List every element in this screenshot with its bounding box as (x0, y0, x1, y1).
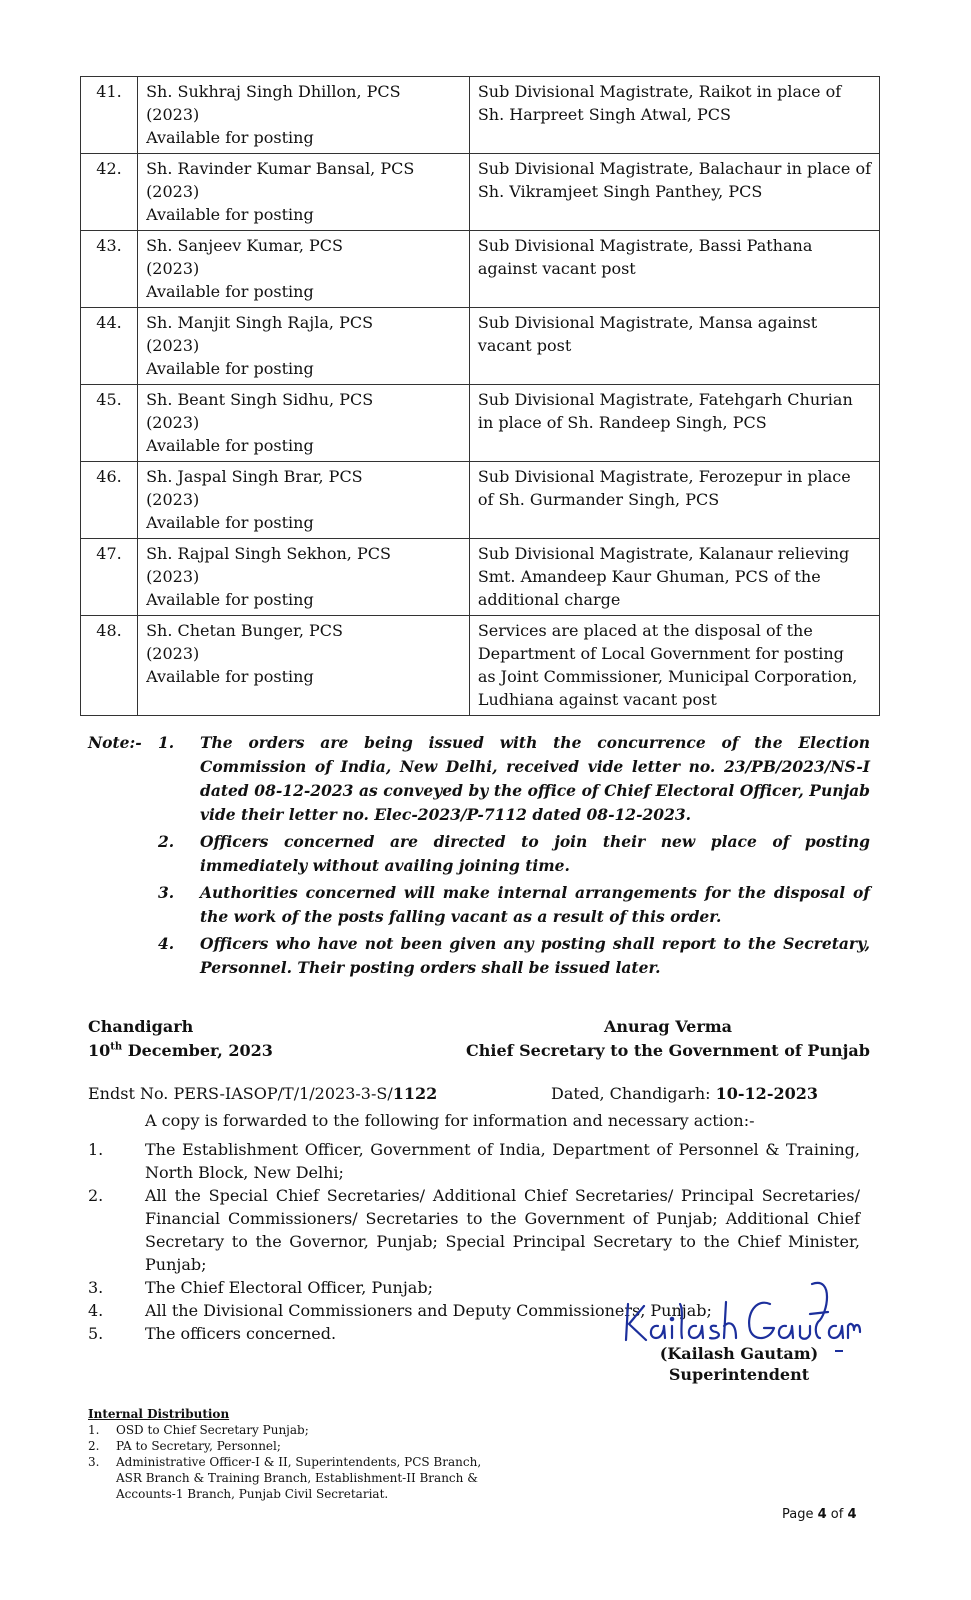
officer-name-cell (138, 616, 470, 716)
posting-line: vacant post (477, 336, 572, 355)
postings-table-body (81, 77, 880, 716)
officer-name-cell (138, 539, 470, 616)
distribution-item: 2. All the Special Chief Secretaries/ Additional Chief Secretaries/ Principal Secretaries/ Financial Commissioners/ Secretaries to the Government of Punjab; Additional Chief Secretary to the Governor, Punjab; Special Principal Secretary to the Chief Minister, Punjab; (88, 1186, 860, 1274)
officer-name-line: Available for posting (146, 590, 314, 609)
officer-name-line: (2023) (146, 644, 200, 663)
table-row (81, 231, 880, 308)
officer-name-line: Available for posting (146, 282, 314, 301)
page-number: Page 4 of 4 (782, 1507, 857, 1522)
internal-distribution-heading: Internal Distribution (88, 1407, 230, 1421)
officer-name-cell (138, 231, 470, 308)
officer-name-line: Available for posting (146, 436, 314, 455)
signer-block (640, 1343, 838, 1385)
officer-name-line: (2023) (146, 182, 200, 201)
posting-line: Sub Divisional Magistrate, Fatehgarh Churian (477, 390, 853, 409)
note-text: The orders are being issued with the concurrence of the Election Commission of India, New Delhi, received vide letter no. 23/PB/2023/NS-I dated 08-12-2023 as conveyed by the office of Chief Electoral Officer, Punjab vide their letter no. Elec-2023/P-7112 dated 08-12-2023. (200, 733, 870, 824)
note-number: 1. (158, 733, 175, 752)
copy-forwarded-text: A copy is forwarded to the following for information and necessary action:- (145, 1111, 755, 1130)
serial-number-cell: 43. (81, 231, 138, 308)
officer-name-line: Available for posting (146, 205, 314, 224)
internal-distribution (88, 1406, 481, 1502)
order-date: 10th December, 2023 (88, 1041, 273, 1060)
officer-name-line: (2023) (146, 336, 200, 355)
officer-name-cell (138, 462, 470, 539)
officer-name-line: Sh. Rajpal Singh Sekhon, PCS (146, 544, 391, 563)
serial-number-cell: 41. (81, 77, 138, 154)
officer-name-line: Sh. Sukhraj Singh Dhillon, PCS (146, 82, 401, 101)
signatory-designation: Chief Secretary to the Government of Punjab (466, 1041, 870, 1060)
table-row (81, 385, 880, 462)
officer-name-line: (2023) (146, 567, 200, 586)
handwritten-signature (614, 1274, 864, 1354)
posting-line: Sub Divisional Magistrate, Kalanaur relieving (477, 544, 850, 563)
officer-name-cell (138, 308, 470, 385)
officer-name-line: Sh. Ravinder Kumar Bansal, PCS (146, 159, 415, 178)
officer-name-cell (138, 385, 470, 462)
serial-number-cell: 44. (81, 308, 138, 385)
notes-section (88, 731, 870, 983)
officer-name-line: Sh. Sanjeev Kumar, PCS (146, 236, 343, 255)
place-date-block (88, 1015, 273, 1063)
note-label: Note:- (88, 733, 142, 752)
note-item (88, 830, 870, 878)
distribution-item: 5. The officers concerned. (88, 1324, 337, 1343)
posting-line: Services are placed at the disposal of the (477, 621, 813, 640)
endorsement-number: Endst No. PERS-IASOP/T/1/2023-3-S/1122 (88, 1084, 438, 1103)
posting-cell (469, 77, 879, 154)
posting-cell (469, 616, 879, 716)
officer-name-line: (2023) (146, 259, 200, 278)
signer-designation: Superintendent (668, 1365, 810, 1384)
posting-line: Sh. Harpreet Singh Atwal, PCS (477, 105, 731, 124)
table-row (81, 308, 880, 385)
distribution-item: 4. All the Divisional Commissioners and Deputy Commissioners, Punjab; (88, 1301, 712, 1320)
posting-cell (469, 385, 879, 462)
officer-name-line: Sh. Beant Singh Sidhu, PCS (146, 390, 374, 409)
table-row (81, 462, 880, 539)
signatory-name: Anurag Verma (603, 1017, 733, 1036)
endorsement-date: Dated, Chandigarh: 10-12-2023 (551, 1084, 818, 1103)
posting-line: as Joint Commissioner, Municipal Corporation, (477, 667, 858, 686)
note-number: 2. (158, 832, 175, 851)
posting-line: additional charge (477, 590, 621, 609)
note-item (88, 932, 870, 980)
signatory-block (440, 1015, 896, 1063)
internal-distribution-item: 1. OSD to Chief Secretary Punjab; (88, 1423, 309, 1437)
posting-cell (469, 231, 879, 308)
note-text: Officers concerned are directed to join their new place of posting immediately without availing joining time. (200, 832, 870, 875)
postings-table (80, 76, 880, 716)
signer-name: (Kailash Gautam) (659, 1344, 819, 1363)
posting-line: Ludhiana against vacant post (477, 690, 717, 709)
note-number: 3. (158, 883, 175, 902)
table-row (81, 154, 880, 231)
internal-distribution-item: 3. Administrative Officer-I & II, Superintendents, PCS Branch, ASR Branch & Training Branch, Establishment-II Branch & Accounts-1 Branch, Punjab Civil Secretariat. (88, 1455, 482, 1501)
note-text: Authorities concerned will make internal arrangements for the disposal of the work of the posts falling vacant as a result of this order. (200, 883, 870, 926)
posting-line: Sub Divisional Magistrate, Bassi Pathana (477, 236, 813, 255)
officer-name-line: Available for posting (146, 128, 314, 147)
serial-number-cell: 42. (81, 154, 138, 231)
officer-name-line: (2023) (146, 490, 200, 509)
posting-line: against vacant post (477, 259, 636, 278)
serial-number-cell: 47. (81, 539, 138, 616)
officer-name-line: Sh. Chetan Bunger, PCS (146, 621, 343, 640)
officer-name-cell (138, 154, 470, 231)
posting-cell (469, 539, 879, 616)
posting-line: of Sh. Gurmander Singh, PCS (477, 490, 720, 509)
posting-cell (469, 308, 879, 385)
distribution-item: 3. The Chief Electoral Officer, Punjab; (88, 1278, 433, 1297)
posting-line: Smt. Amandeep Kaur Ghuman, PCS of the (477, 567, 821, 586)
posting-line: Sub Divisional Magistrate, Ferozepur in place (477, 467, 851, 486)
table-row (81, 539, 880, 616)
posting-line: Sub Divisional Magistrate, Mansa against (477, 313, 818, 332)
posting-cell (469, 462, 879, 539)
posting-line: Sub Divisional Magistrate, Balachaur in place of (477, 159, 871, 178)
officer-name-line: (2023) (146, 105, 200, 124)
serial-number-cell: 46. (81, 462, 138, 539)
officer-name-cell (138, 77, 470, 154)
note-item (88, 731, 870, 827)
ink-dash-mark (834, 1349, 844, 1353)
note-text: Officers who have not been given any posting shall report to the Secretary, Personnel. Their posting orders shall be issued later. (200, 934, 870, 977)
distribution-item: 1. The Establishment Officer, Government of India, Department of Personnel & Training, North Block, New Delhi; (88, 1140, 860, 1182)
officer-name-line: Available for posting (146, 513, 314, 532)
table-row (81, 616, 880, 716)
note-item (88, 881, 870, 929)
posting-line: Sh. Vikramjeet Singh Panthey, PCS (477, 182, 763, 201)
serial-number-cell: 45. (81, 385, 138, 462)
place: Chandigarh (88, 1017, 194, 1036)
posting-line: Department of Local Government for posting (477, 644, 844, 663)
internal-distribution-item: 2. PA to Secretary, Personnel; (88, 1439, 281, 1453)
posting-line: in place of Sh. Randeep Singh, PCS (477, 413, 767, 432)
officer-name-line: (2023) (146, 413, 200, 432)
officer-name-line: Sh. Jaspal Singh Brar, PCS (146, 467, 363, 486)
note-number: 4. (158, 934, 175, 953)
officer-name-line: Available for posting (146, 359, 314, 378)
officer-name-line: Sh. Manjit Singh Rajla, PCS (146, 313, 374, 332)
posting-line: Sub Divisional Magistrate, Raikot in place of (477, 82, 842, 101)
posting-cell (469, 154, 879, 231)
table-row (81, 77, 880, 154)
officer-name-line: Available for posting (146, 667, 314, 686)
serial-number-cell: 48. (81, 616, 138, 716)
